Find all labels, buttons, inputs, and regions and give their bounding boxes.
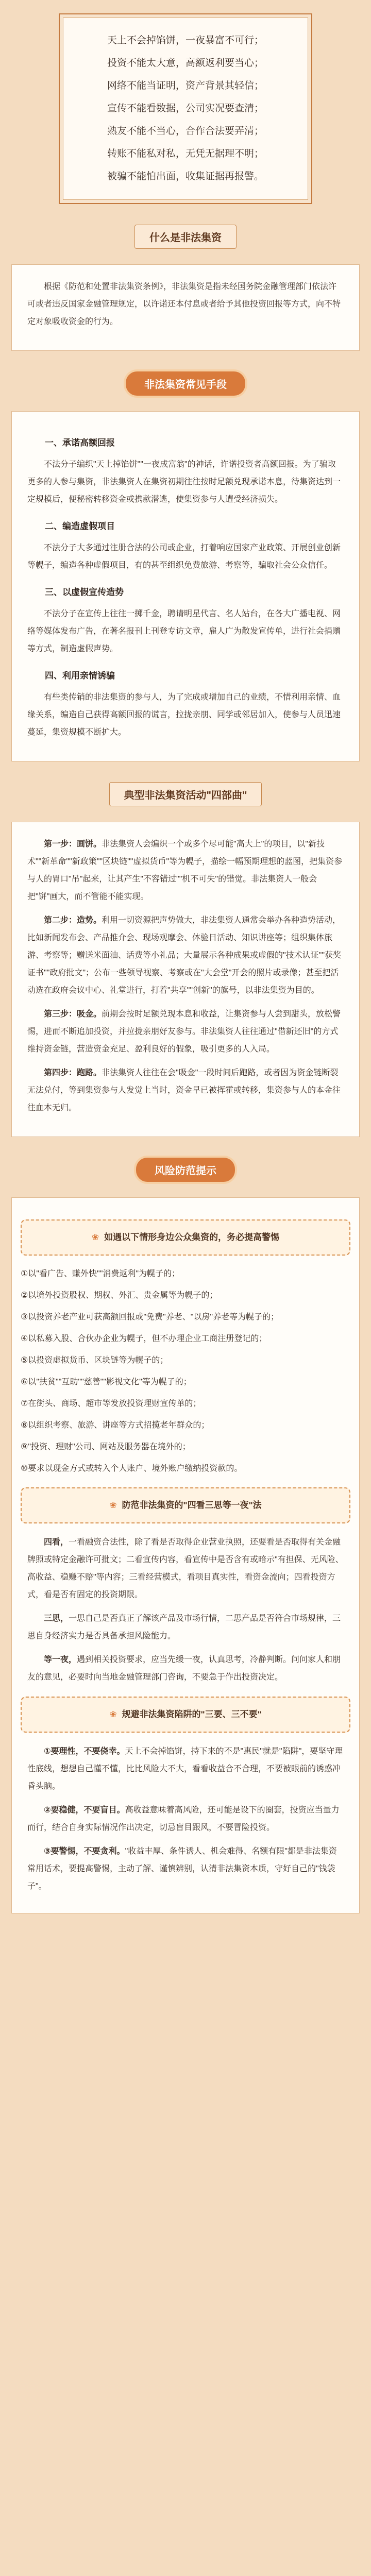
step-lead: 第三步：吸金。 bbox=[44, 1010, 102, 1019]
method-lead: 三思， bbox=[44, 1614, 69, 1623]
step-paragraph bbox=[27, 836, 344, 906]
list-item: ①以"看广告、赚外快""消费返利"为幌子的； bbox=[21, 1269, 180, 1278]
intro-line: 被骗不能怕出面，收集证据再报警。 bbox=[107, 171, 264, 182]
tip-box-text: 规避非法集资陷阱的"三要、三不要" bbox=[122, 1709, 262, 1719]
tip-box-text: 防范非法集资的"四看三思等一夜"法 bbox=[122, 1500, 262, 1510]
intro-line: 宣传不能看数据，公司实况要查清； bbox=[107, 103, 264, 114]
step-lead: 第四步：跑路。 bbox=[44, 1069, 102, 1077]
section-header bbox=[0, 371, 371, 396]
step-text: 利用一切资源把声势做大，非法集资人通常会举办各种造势活动，比如新闻发布会、产品推介会、现场观摩会、体验日活动、知识讲座等；组织集体旅游、考察等；赠送米面油、话费等小礼品；大量展示各种成果或虚假的"技术认证""获奖证书""政府批文"；公布一些领导视察、考察或在"大会堂"开会的照片或录像；甚至把活动选在政府会议中心、礼堂进行，打着"共享""创新"的旗号，以非法集资为目的。 bbox=[27, 916, 342, 995]
section-header bbox=[0, 1158, 371, 1182]
do-paragraph bbox=[27, 1743, 344, 1795]
intro-line: 天上不会掉馅饼，一夜暴富不可行； bbox=[107, 35, 264, 46]
section-title-what-is: 什么是非法集资 bbox=[134, 225, 237, 249]
intro-line: 投资不能太大意，高额返利要当心； bbox=[107, 58, 264, 69]
method-heading: 一、承诺高额回报 bbox=[45, 438, 115, 448]
method-lead: 等一夜， bbox=[44, 1655, 77, 1664]
methods-card bbox=[11, 411, 360, 761]
do-text: "收益丰厚、条件诱人、机会难得、名额有限"都是非法集资常用话术，要提高警惕，主动了解、谨慎辨别，认清非法集资本质，守好自己的"钱袋子"。 bbox=[27, 1847, 337, 1891]
list-item: ⑨"投资、理财"公司、网站及服务器在境外的； bbox=[21, 1443, 191, 1451]
do-paragraph bbox=[27, 1843, 344, 1895]
list-item: ⑥以"扶贫""互助""慈善""影视文化"等为幌子的； bbox=[21, 1378, 192, 1386]
method-paragraph bbox=[27, 1610, 344, 1645]
intro-line: 网络不能当证明，资产背景其轻信； bbox=[107, 80, 264, 91]
four-steps-card bbox=[11, 822, 360, 1137]
tip-box-text: 如遇以下情形身边公众集资的，务必提高警惕 bbox=[104, 1232, 280, 1242]
step-lead: 第二步：造势。 bbox=[44, 916, 102, 925]
method-text: 一看融资合法性，除了看是否取得企业营业执照，还要看是否取得有关金融牌照或特定金融许可批文；二看宣传内容，看宣传中是否含有或暗示"有担保、无风险、高收益、稳赚不赔"等内容；三看经营模式，看项目真实性，看资金流向；四看投资方式，看是否有固定的投资期限。 bbox=[27, 1538, 344, 1599]
section-header bbox=[0, 225, 371, 249]
list-item: ②以境外投资股权、期权、外汇、贵金属等为幌子的； bbox=[21, 1291, 218, 1300]
flower-icon: ❀ bbox=[109, 1709, 117, 1719]
step-paragraph bbox=[27, 1006, 344, 1058]
list-item: ⑩要求以现金方式或转入个人账户、境外账户缴纳投资款的。 bbox=[21, 1464, 243, 1473]
method-text: 不法分子编织"天上掉馅饼""一夜成富翁"的神话，许诺投资者高额回报。为了骗取更多的人参与集资，非法集资人在集资初期往往按时足额兑现承诺本息，待集资达到一定规模后，便秘密转移资金或携款潜逃，使集资参与人遭受经济损失。 bbox=[27, 460, 341, 504]
section-header bbox=[0, 782, 371, 806]
section-title-four-steps: 典型非法集资活动"四部曲" bbox=[109, 782, 262, 806]
step-text: 非法集资人往往在会"吸金"一段时间后跑路，或者因为资金链断裂无法兑付，等到集资参与人发觉上当时，资金早已被挥霍或转移，集资参与人的本金往往血本无归。 bbox=[27, 1069, 341, 1112]
warning-list bbox=[21, 1266, 350, 1477]
step-text: 前期会按时足额兑现本息和收益，让集资参与人尝到甜头，放松警惕，进而不断追加投资，并拉拢亲朋好友参与。非法集资人往往通过"借新还旧"的方式维持资金链，营造资金充足、盈利良好的假象，吸引更多的人入局。 bbox=[27, 1010, 341, 1054]
method-text: 不法分子在宣传上往往一掷千金，聘请明星代言、名人站台，在各大广播电视、网络等媒体发布广告，在著名报刊上刊登专访文章，雇人广为散发宣传单，进行社会捐赠等方式，制造虚假声势。 bbox=[27, 609, 341, 653]
method-lead: 四看， bbox=[44, 1538, 69, 1547]
do-text: 高收益意味着高风险，还可能是设下的圈套，投资应当量力而行，结合自身实际情况作出决定，切忌盲目跟风，不要冒险投资。 bbox=[27, 1806, 340, 1832]
do-lead: ②要稳健，不要盲目。 bbox=[44, 1806, 125, 1815]
flower-icon: ❀ bbox=[109, 1500, 117, 1510]
method-text: 一思自己是否真正了解该产品及市场行情，二思产品是否符合市场规律，三思自身经济实力是否具备承担风险能力。 bbox=[27, 1614, 341, 1640]
method-heading: 四、利用亲情诱骗 bbox=[45, 671, 115, 681]
intro-line: 熟友不能不当心，合作合法要弄清； bbox=[107, 126, 264, 137]
flower-icon: ❀ bbox=[91, 1232, 99, 1242]
intro-line: 转账不能私对私，无凭无据理不明； bbox=[107, 148, 264, 159]
tip-box-method bbox=[21, 1487, 350, 1523]
method-text: 有些类传销的非法集资的参与人，为了完成或增加自己的业绩，不惜利用亲情、血缘关系，编造自己获得高额回报的谎言，拉拢亲朋、同学或邻居加入，使参与人员迅速蔓延，集资规模不断扩大。 bbox=[27, 693, 341, 737]
intro-verse bbox=[63, 18, 308, 200]
method-heading: 三、以虚假宣传造势 bbox=[45, 587, 124, 597]
list-item: ⑧以组织考察、旅游、讲座等方式招揽老年群众的； bbox=[21, 1421, 210, 1430]
section-title-risk-tips: 风险防范提示 bbox=[136, 1158, 235, 1182]
list-item: ⑦在街头、商场、超市等发放投资理财宣传单的； bbox=[21, 1399, 201, 1408]
tip-box-three-dos bbox=[21, 1697, 350, 1733]
three-dos-body bbox=[20, 1743, 351, 1895]
method-heading: 二、编造虚假项目 bbox=[45, 521, 115, 531]
method-body bbox=[20, 1534, 351, 1686]
do-lead: ③要警惕，不要贪利。 bbox=[44, 1847, 125, 1856]
method-paragraph bbox=[27, 1651, 344, 1686]
method-text: 不法分子大多通过注册合法的公司或企业，打着响应国家产业政策、开展创业创新等幌子，编造各种虚假项目，有的甚至组织免费旅游、考察等，骗取社会公众信任。 bbox=[27, 544, 341, 570]
list-item: ⑤以投资虚拟货币、区块链等为幌子的； bbox=[21, 1356, 168, 1365]
step-text: 非法集资人会编织一个或多个尽可能"高大上"的项目，以"新技术""新革命""新政策""区块链""虚拟货币"等为幌子，描绘一幅预期理想的蓝图，把集资参与人的胃口"吊"起来，让其产生"不容错过""机不可失"的错觉。非法集资人一般会把"饼"画大，而不管能不能实现。 bbox=[27, 840, 343, 901]
do-lead: ①要理性，不要侥幸。 bbox=[44, 1747, 125, 1756]
tip-box-warning bbox=[21, 1219, 350, 1256]
risk-card bbox=[11, 1197, 360, 1913]
method-paragraph bbox=[27, 1534, 344, 1604]
list-item: ④以私募入股、合伙办企业为幌子，但不办理企业工商注册登记的； bbox=[21, 1334, 267, 1343]
step-paragraph bbox=[27, 912, 344, 999]
do-paragraph bbox=[27, 1802, 344, 1837]
list-item: ③以投资养老产业可获高额回报或"免费"养老、"以房"养老等为幌子的； bbox=[21, 1313, 279, 1321]
intro-verse-box bbox=[59, 13, 312, 204]
definition-text: 根据《防范和处置非法集资条例》，非法集资是指未经国务院金融管理部门依法许可或者违反国家金融管理规定，以许诺还本付息或者给予其他投资回报等方式，向不特定对象吸收资金的行为。 bbox=[27, 282, 341, 326]
step-lead: 第一步：画饼。 bbox=[44, 840, 102, 849]
definition-card bbox=[11, 264, 360, 351]
step-paragraph bbox=[27, 1064, 344, 1117]
section-title-methods: 非法集资常见手段 bbox=[126, 371, 245, 396]
method-text: 遇到相关投资要求，应当先缓一夜，认真思考，冷静判断。问问家人和朋友的意见，必要时向当地金融管理部门咨询，不要急于作出投资决定。 bbox=[27, 1655, 341, 1682]
do-text: 天上不会掉馅饼，持下来的不是"惠民"就是"陷阱"，要坚守理性底线，想想自己懂不懂，比比风险大不大，看看收益合不合理，不要被眼前的诱惑冲昏头脑。 bbox=[27, 1747, 343, 1791]
